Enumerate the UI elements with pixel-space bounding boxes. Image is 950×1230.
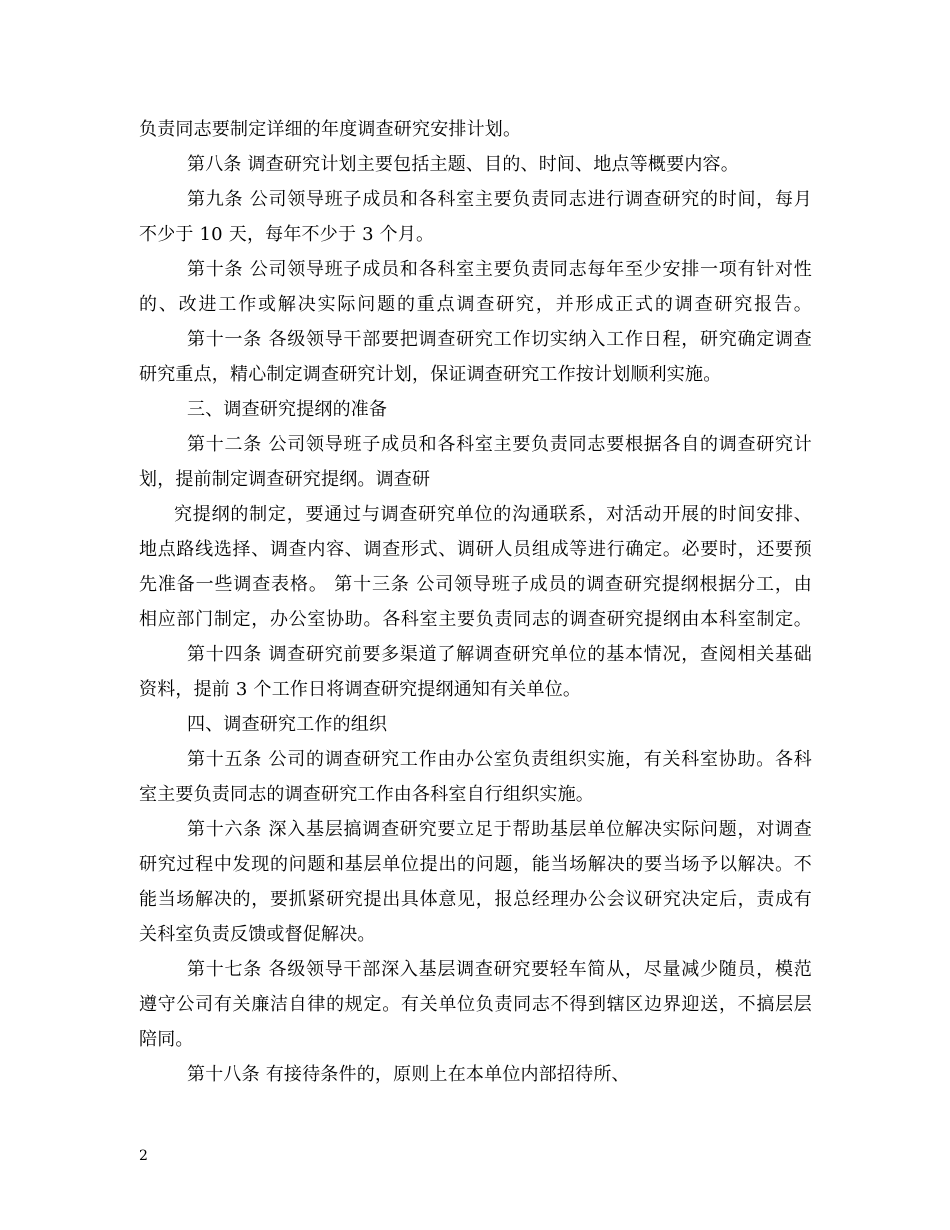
text-line: 室主要负责同志的调查研究工作由各科室自行组织实施。 [139,784,594,805]
section-heading: 四、调查研究工作的组织 [187,714,388,735]
text-line: 第八条 调查研究计划主要包括主题、目的、时间、地点等概要内容。 [187,154,739,175]
text-line: 负责同志要制定详细的年度调查研究安排计划。 [139,119,522,140]
text-line: 第十七条 各级领导干部深入基层调查研究要轻车简从，尽量减少随员，模范 [187,959,812,980]
text-line: 遵守公司有关廉洁自律的规定。有关单位负责同志不得到辖区边界迎送，不搞层层 [139,994,812,1015]
text-line: 不少于 10 天，每年不少于 3 个月。 [139,224,435,245]
text-line: 划，提前制定调查研究提纲。调查研 [139,469,431,490]
text-line: 第十二条 公司领导班子成员和各科室主要负责同志要根据各自的调查研究计 [187,434,812,455]
text-line: 第十五条 公司的调查研究工作由办公室负责组织实施，有关科室协助。各科 [187,749,812,770]
text-line: 第九条 公司领导班子成员和各科室主要负责同志进行调查研究的时间，每月 [187,189,812,210]
text-line: 第十一条 各级领导干部要把调查研究工作切实纳入工作日程，研究确定调查 [187,329,812,350]
text-line: 研究重点，精心制定调查研究计划，保证调查研究工作按计划顺利实施。 [139,364,722,385]
text-line: 资料，提前 3 个工作日将调查研究提纲通知有关单位。 [139,679,582,700]
text-line: 能当场解决的，要抓紧研究提出具体意见，报总经理办公会议研究决定后，责成有 [139,889,812,910]
text-line: 第十八条 有接待条件的，原则上在本单位内部招待所、 [187,1064,630,1085]
text-line: 地点路线选择、调查内容、调查形式、调研人员组成等进行确定。必要时，还要预 [139,539,812,560]
text-line: 关科室负责反馈或督促解决。 [139,924,376,945]
text-line: 第十四条 调查研究前要多渠道了解调查研究单位的基本情况，查阅相关基础 [187,644,812,665]
text-line: 第十六条 深入基层搞调查研究要立足于帮助基层单位解决实际问题，对调查 [187,819,812,840]
text-line: 陪同。 [139,1029,194,1050]
text-line: 相应部门制定，办公室协助。各科室主要负责同志的调查研究提纲由本科室制定。 [139,609,812,630]
text-line: 先准备一些调查表格。 第十三条 公司领导班子成员的调查研究提纲根据分工，由 [139,574,812,595]
section-heading: 三、调查研究提纲的准备 [187,399,388,420]
page-number: 2 [139,1148,148,1164]
text-line: 第十条 公司领导班子成员和各科室主要负责同志每年至少安排一项有针对性 [187,259,812,280]
text-line: 研究过程中发现的问题和基层单位提出的问题，能当场解决的要当场予以解决。不 [139,854,812,875]
text-line: 的、改进工作或解决实际问题的重点调查研究，并形成正式的调查研究报告。 [139,294,812,315]
text-line: 究提纲的制定，要通过与调查研究单位的沟通联系，对活动开展的时间安排、 [174,504,812,525]
